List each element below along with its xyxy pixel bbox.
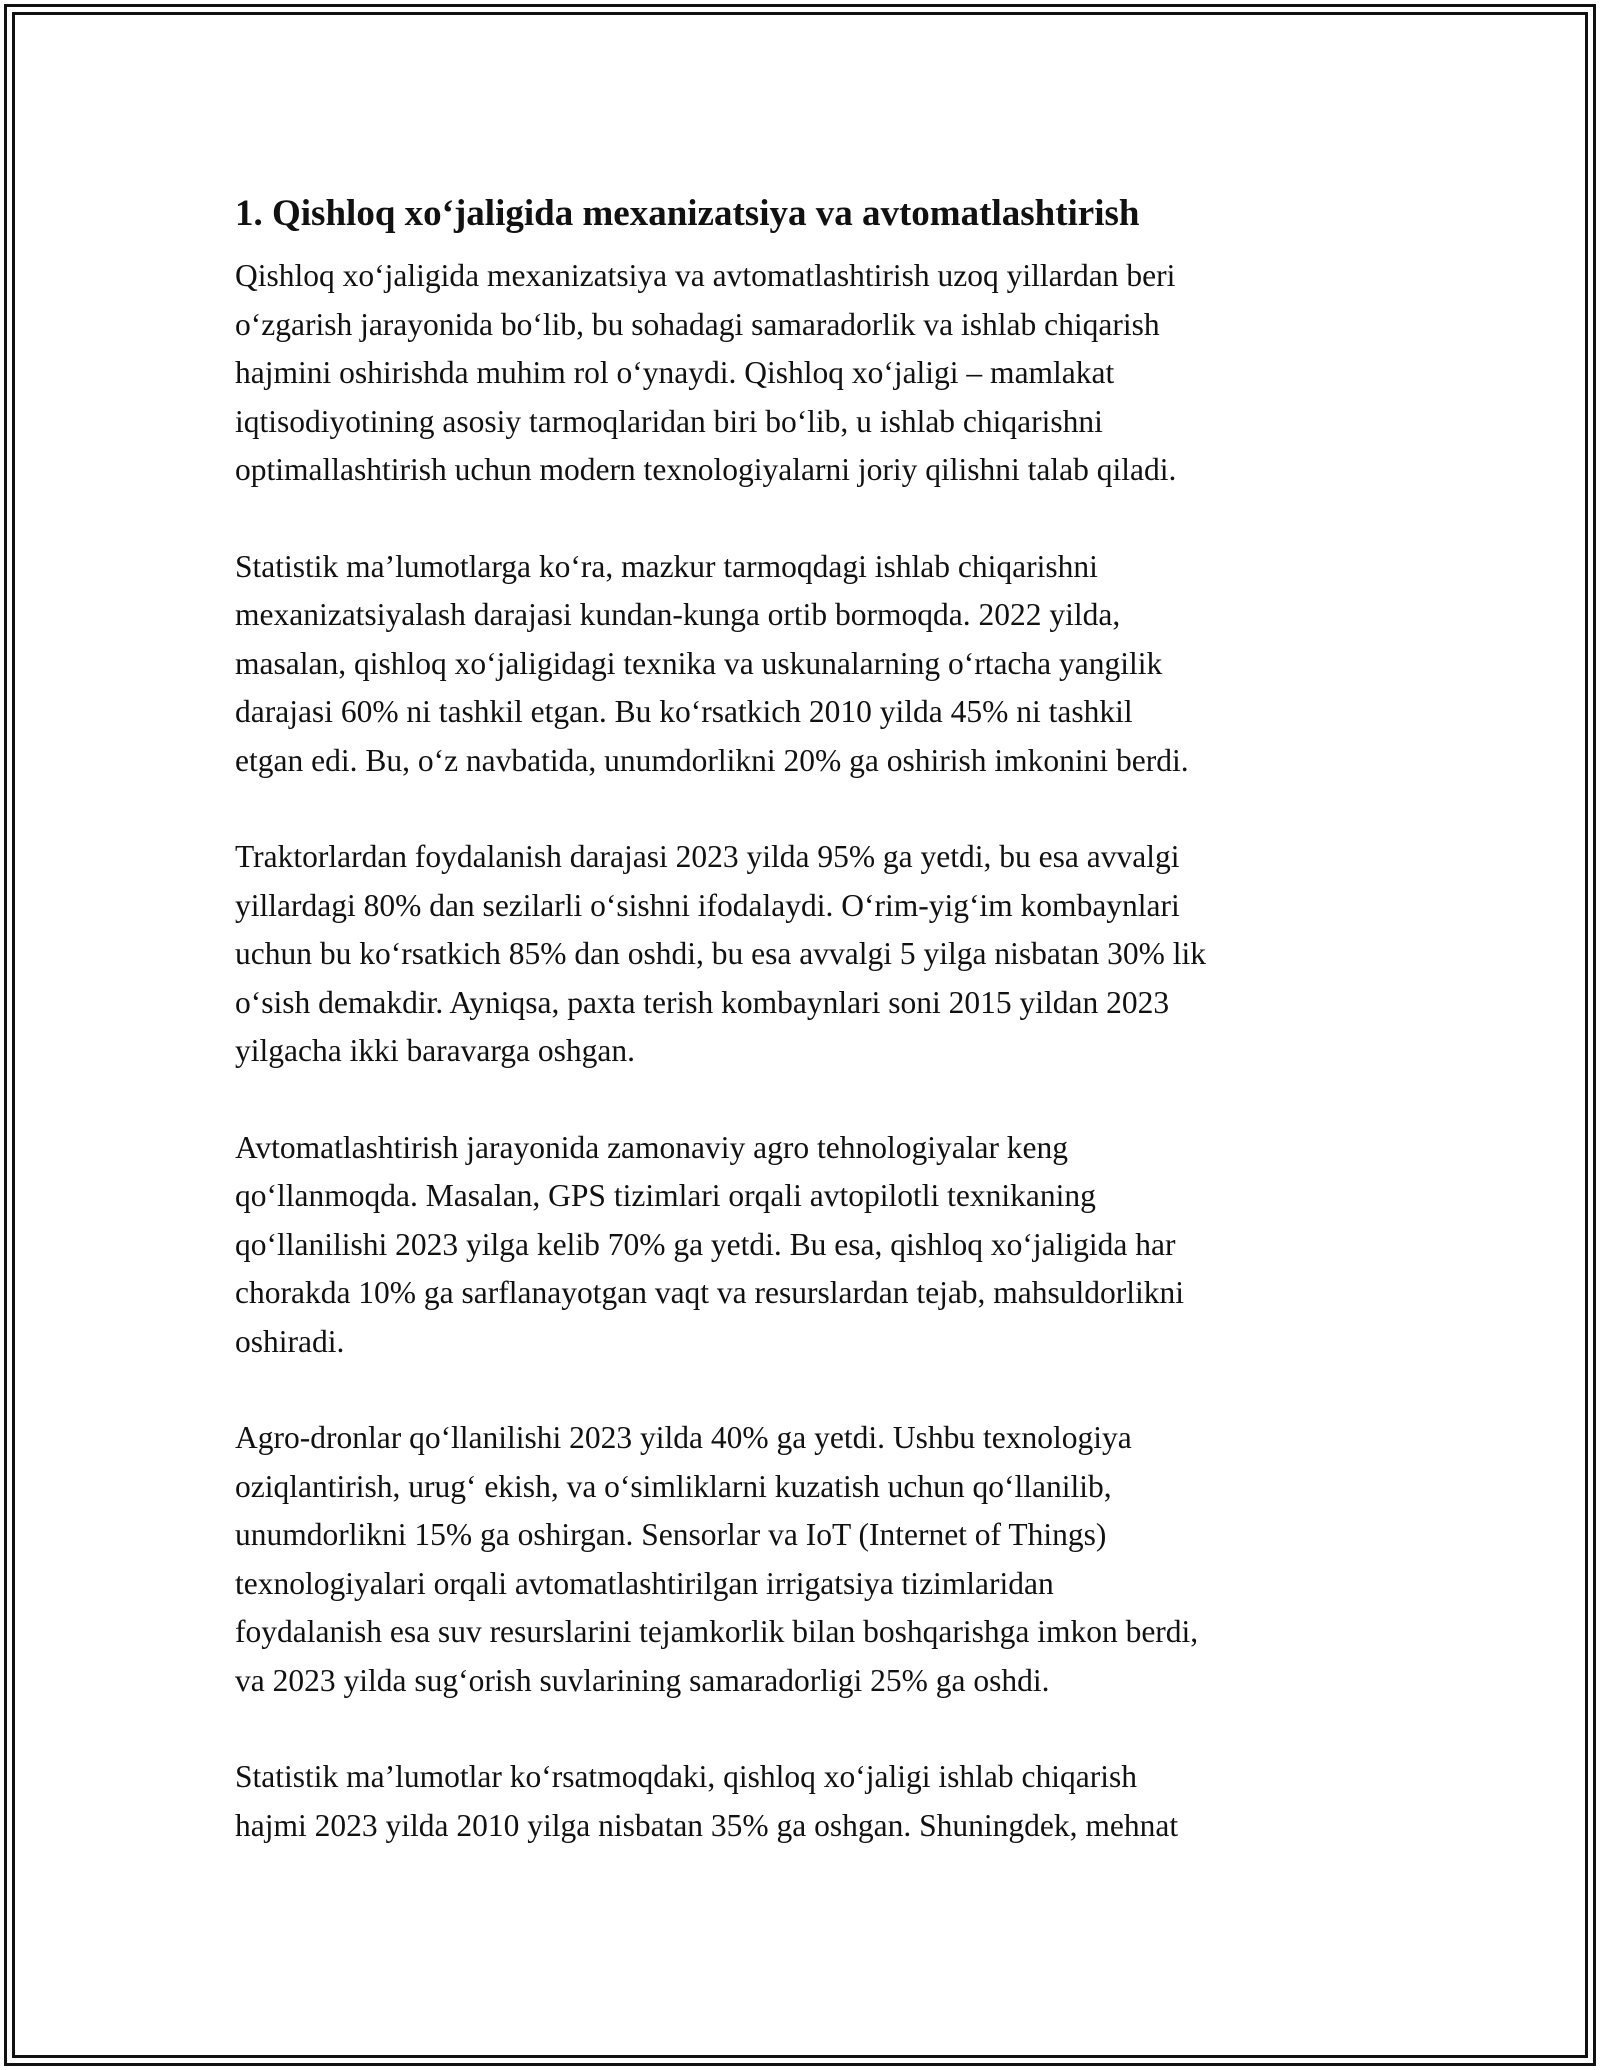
paragraph [235, 833, 1375, 1076]
paragraph-line: yillardagi 80% dan sezilarli o‘sishni ifodalaydi. O‘rim-yig‘im kombaynlari [235, 887, 1180, 923]
paragraph-line: darajasi 60% ni tashkil etgan. Bu ko‘rsatkich 2010 yilda 45% ni tashkil [235, 694, 1133, 729]
paragraph [235, 1124, 1375, 1367]
paragraph-line: hajmini oshirishda muhim rol o‘ynaydi. Qishloq xo‘jaligi – mamlakat [235, 355, 1115, 390]
paragraph-line: va 2023 yilda sug‘orish suvlarining samaradorligi 25% ga oshdi. [235, 1662, 1050, 1698]
paragraph-line: qo‘llanilishi 2023 yilga kelib 70% ga yetdi. Bu esa, qishloq xo‘jaligida har [235, 1226, 1176, 1262]
paragraph-line: qo‘llanmoqda. Masalan, GPS tizimlari orqali avtopilotli texnikaning [235, 1178, 1096, 1213]
paragraph-line: oshiradi. [235, 1323, 345, 1359]
paragraph-line: etgan edi. Bu, o‘z navbatida, unumdorlikni 20% ga oshirish imkonini berdi. [235, 742, 1189, 778]
paragraph [235, 1753, 1375, 1850]
paragraph-line: unumdorlikni 15% ga oshirgan. Sensorlar va IoT (Internet of Things) [235, 1517, 1107, 1552]
paragraph-line: optimallashtirish uchun modern texnologiyalarni joriy qilishni talab qiladi. [235, 452, 1177, 487]
paragraph-line: iqtisodiyotining asosiy tarmoqlaridan biri bo‘lib, u ishlab chiqarishni [235, 403, 1103, 439]
paragraph-line: masalan, qishloq xo‘jaligidagi texnika va uskunalarning o‘rtacha yangilik [235, 645, 1163, 681]
section-heading: 1. Qishloq xo‘jaligida mexanizatsiya va avtomatlashtirish [235, 193, 1140, 234]
paragraph [235, 543, 1375, 786]
paragraph-line: Agro-dronlar qo‘llanilishi 2023 yilda 40% ga yetdi. Ushbu texnologiya [235, 1420, 1132, 1455]
paragraph-line: texnologiyalari orqali avtomatlashtirilgan irrigatsiya tizimlaridan [235, 1565, 1054, 1601]
paragraph-line: uchun bu ko‘rsatkich 85% dan oshdi, bu esa avvalgi 5 yilga nisbatan 30% lik [235, 936, 1207, 971]
paragraph-line: Statistik ma’lumotlar ko‘rsatmoqdaki, qishloq xo‘jaligi ishlab chiqarish [235, 1759, 1137, 1794]
paragraph-line: oziqlantirish, urug‘ ekish, va o‘simliklarni kuzatish uchun qo‘llanilib, [235, 1468, 1112, 1504]
paragraph-list [235, 252, 1375, 1850]
paragraph [235, 252, 1375, 495]
paragraph-line: yilgacha ikki baravarga oshgan. [235, 1033, 636, 1068]
paragraph-line: o‘sish demakdir. Ayniqsa, paxta terish kombaynlari soni 2015 yildan 2023 [235, 984, 1170, 1020]
paragraph-line: mexanizatsiyalash darajasi kundan-kunga ortib bormoqda. 2022 yilda, [235, 597, 1121, 632]
paragraph-line: Avtomatlashtirish jarayonida zamonaviy agro tehnologiyalar keng [235, 1129, 1069, 1165]
paragraph [235, 1414, 1375, 1705]
paragraph-line: hajmi 2023 yilda 2010 yilga nisbatan 35% ga oshgan. Shuningdek, mehnat [235, 1807, 1179, 1843]
document-body [235, 188, 1375, 1898]
paragraph-line: o‘zgarish jarayonida bo‘lib, bu sohadagi samaradorlik va ishlab chiqarish [235, 306, 1160, 342]
paragraph-line: Statistik ma’lumotlarga ko‘ra, mazkur tarmoqdagi ishlab chiqarishni [235, 548, 1098, 584]
paragraph-line: foydalanish esa suv resurslarini tejamkorlik bilan boshqarishga imkon berdi, [235, 1614, 1199, 1649]
paragraph-line: Traktorlardan foydalanish darajasi 2023 yilda 95% ga yetdi, bu esa avvalgi [235, 839, 1180, 874]
paragraph-line: chorakda 10% ga sarflanayotgan vaqt va resurslardan tejab, mahsuldorlikni [235, 1275, 1185, 1310]
paragraph-line: Qishloq xo‘jaligida mexanizatsiya va avtomatlashtirish uzoq yillardan beri [235, 258, 1176, 293]
